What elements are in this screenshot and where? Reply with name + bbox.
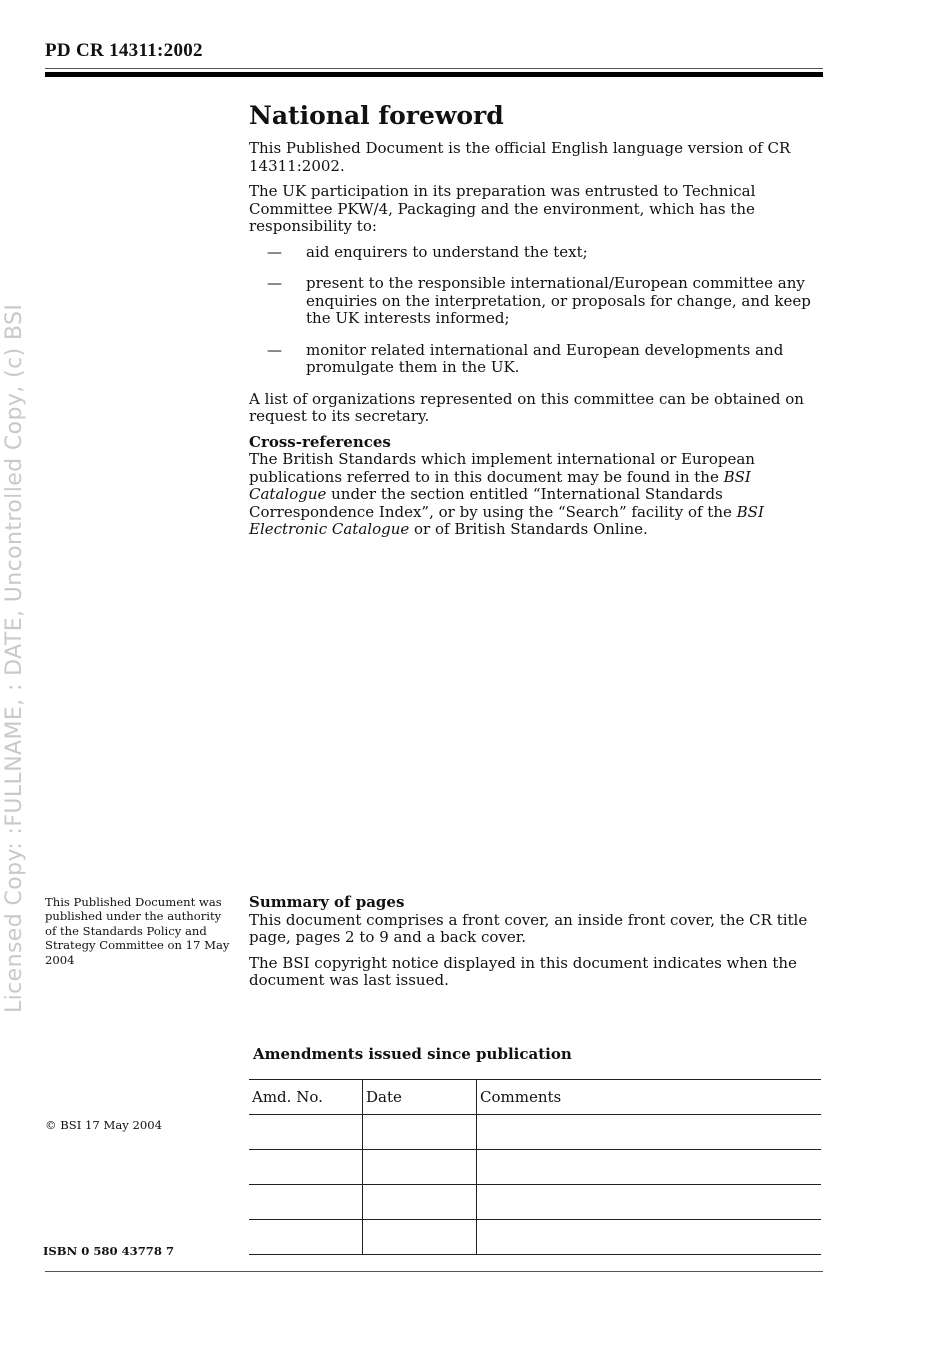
list-item-text: present to the responsible international/European committee any enquiries on the interpretation, or proposals for change, and keep the UK interests informed; [306, 274, 811, 327]
summary-text: This document comprises a front cover, an inside front cover, the CR title page, pages 2 to 9 and a back cover. [249, 910, 808, 946]
table-cell [363, 1150, 477, 1185]
header-rule-thick [45, 72, 823, 77]
table-cell [249, 1150, 363, 1185]
list-item [249, 275, 829, 328]
cross-references-text [249, 451, 829, 539]
table-cell [363, 1220, 477, 1255]
table-row [249, 1185, 821, 1220]
dash-marker: — [267, 340, 282, 359]
crossref-text-e: or of British Standards Online. [409, 520, 648, 538]
cross-references-heading: Cross-references [249, 432, 391, 451]
list-item-text: monitor related international and European developments and promulgate them in the UK. [306, 340, 784, 376]
column-header-comments: Comments [477, 1080, 822, 1115]
copyright-notice-text: The BSI copyright notice displayed in this document indicates when the document was last issued. [249, 953, 797, 989]
national-foreword [249, 102, 829, 547]
column-header-amd-no: Amd. No. [249, 1080, 363, 1115]
table-cell [249, 1115, 363, 1150]
table-cell [363, 1115, 477, 1150]
page-title: National foreword [249, 101, 504, 130]
table-cell [249, 1185, 363, 1220]
crossref-text-c: under the section entitled “International Standards Correspondence Index”, or by using the “Search” facility of the [249, 485, 737, 521]
summary-heading: Summary of pages [249, 893, 405, 911]
table-cell [477, 1150, 822, 1185]
bsi-electronic-catalogue-ref: BSI Electronic Catalogue [249, 502, 764, 538]
table-cell [363, 1185, 477, 1220]
list-item-text: aid enquirers to understand the text; [306, 242, 588, 261]
list-item [249, 342, 829, 377]
amendments-title: Amendments issued since publication [253, 1045, 572, 1063]
table-cell [477, 1185, 822, 1220]
table-cell [477, 1115, 822, 1150]
table-cell [477, 1220, 822, 1255]
authority-note: This Published Document was published under the authority of the Standards Policy and Strategy Committee on 17 May 2004 [45, 895, 230, 967]
foreword-committee: The UK participation in its preparation was entrusted to Technical Committee PKW/4, Packaging and the environment, which has the responsibility to: [249, 182, 756, 235]
header-rule-thin [45, 68, 823, 69]
table-header-row [249, 1080, 821, 1115]
table-row [249, 1115, 821, 1150]
summary-of-pages [249, 894, 829, 998]
dash-marker: — [267, 242, 282, 261]
footer-rule [45, 1271, 823, 1272]
table-cell [249, 1220, 363, 1255]
copyright-line: © BSI 17 May 2004 [45, 1118, 162, 1132]
crossref-text-a: The British Standards which implement international or European publications referred to in this document may be found in the [249, 450, 755, 486]
table-row [249, 1220, 821, 1255]
committee-list-note: A list of organizations represented on this committee can be obtained on request to its secretary. [249, 389, 804, 425]
table-row [249, 1150, 821, 1185]
responsibility-list [249, 244, 829, 377]
isbn-number: ISBN 0 580 43778 7 [43, 1244, 175, 1258]
dash-marker: — [267, 274, 282, 292]
license-watermark: Licensed Copy: :FULLNAME, : DATE, Uncontrolled Copy, (c) BSI [2, 303, 27, 1013]
document-id: PD CR 14311:2002 [45, 40, 203, 61]
bsi-catalogue-ref: BSI Catalogue [249, 467, 751, 503]
list-item [249, 244, 829, 262]
amendments-table [249, 1079, 821, 1255]
foreword-intro: This Published Document is the official English language version of CR 14311:2002. [249, 139, 791, 175]
column-header-date: Date [363, 1080, 477, 1115]
